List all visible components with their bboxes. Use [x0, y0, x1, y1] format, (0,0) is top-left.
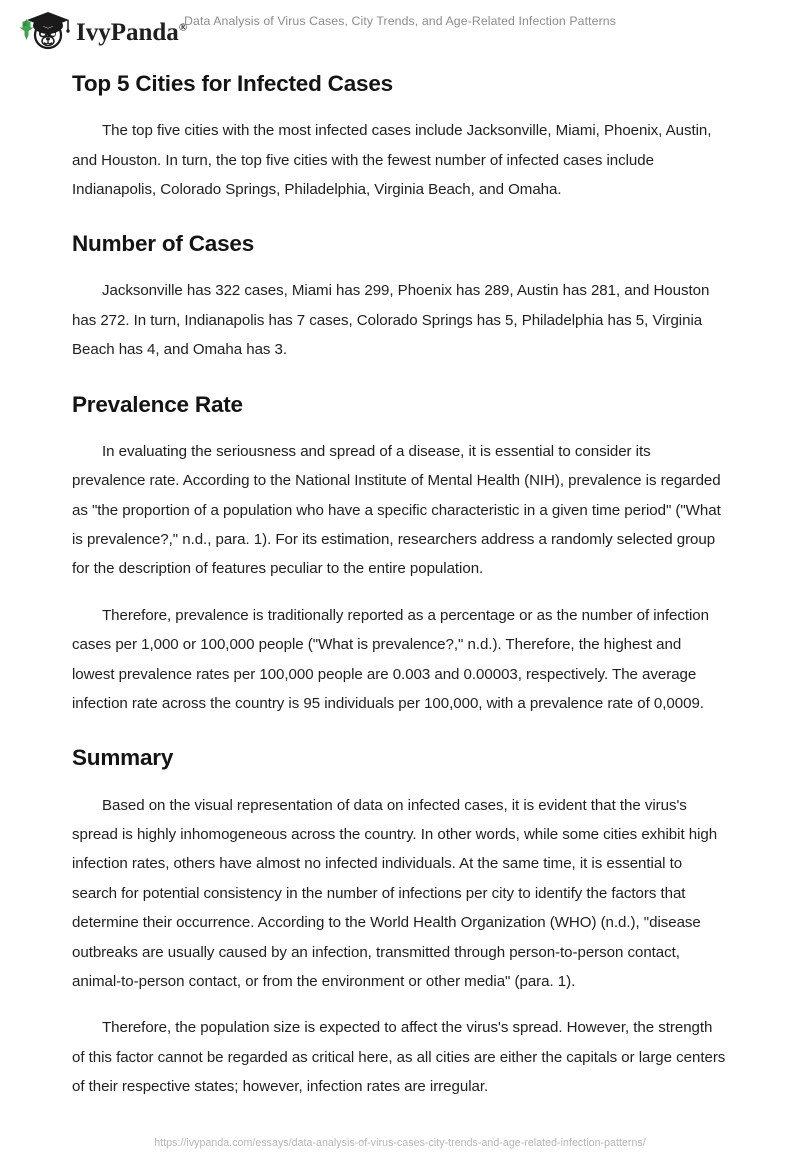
page-header — [0, 0, 800, 60]
page-footer — [0, 1133, 800, 1151]
registered-mark: ® — [178, 21, 188, 34]
document-title: Data Analysis of Virus Cases, City Trends, and Age-Related Infection Patterns — [184, 14, 616, 28]
paragraph-number-of-cases-1: Jacksonville has 322 cases, Miami has 299, Phoenix has 289, Austin has 281, and Houston has 272. In turn, Indianapolis has 7 cases, Colorado Springs has 5, Philadelphia has 5, Virginia Beach has 4, and Omaha has 3. — [72, 282, 710, 359]
spacer — [72, 204, 726, 230]
spacer — [72, 773, 726, 791]
section-heading-top-5-cities: Top 5 Cities for Infected Cases — [72, 71, 393, 96]
spacer — [72, 718, 726, 744]
source-url-link[interactable]: https://ivypanda.com/essays/data-analysis-of-virus-cases-city-trends-and-age-related-infection-patterns/ — [154, 1137, 646, 1149]
spacer — [72, 365, 726, 391]
document-body — [72, 70, 726, 1102]
paragraph-top-5-cities-1: The top five cities with the most infected cases include Jacksonville, Miami, Phoenix, Austin, and Houston. In turn, the top five cities with the fewest number of infected cases include Indianapolis, Colorado Springs, Philadelphia, Virginia Beach, and Omaha. — [72, 122, 712, 198]
paragraph-prevalence-rate-2: Therefore, prevalence is traditionally reported as a percentage or as the number of infection cases per 1,000 or 100,000 people ("What is prevalence?," n.d.). Therefore, the highest and lowest prevalence rates per 100,000 people are 0.003 and 0.00003, respectively. The average infection rate across the country is 95 individuals per 100,000, with a prevalence rate of 0,0009. — [72, 606, 709, 713]
spacer — [72, 419, 726, 437]
paragraph-summary-1: Based on the visual representation of data on infected cases, it is evident that the virus's spread is highly inhomogeneous across the country. In other words, while some cities exhibit high infection rates, others have almost no infected individuals. At the same time, it is essential to search for potential consistency in the number of infections per city to identify the factors that determine their occurrence. According to the World Health Organization (WHO) (n.d.), "disease outbreaks are usually caused by an infection, transmitted through person-to-person contact, animal-to-person contact, or from the environment or other media" (para. 1). — [72, 796, 718, 991]
spacer — [72, 98, 726, 116]
spacer — [72, 258, 726, 276]
paragraph-summary-2: Therefore, the population size is expected to affect the virus's spread. However, the strength of this factor cannot be regarded as critical here, as all cities are either the capitals or large centers of their respective states; however, infection rates are irregular. — [72, 1019, 726, 1096]
spacer — [72, 996, 726, 1013]
section-heading-summary: Summary — [72, 745, 174, 771]
spacer — [72, 584, 726, 601]
section-heading-prevalence-rate: Prevalence Rate — [72, 391, 243, 417]
paragraph-prevalence-rate-1: In evaluating the seriousness and spread of a disease, it is essential to consider its prevalence rate. According to the National Institute of Mental Health (NIH), prevalence is regarded as "the proportion of a population who have a specific characteristic in a given time period" ("What is prevalence?," n.d., para. 1). For its estimation, researchers address a randomly selected group for the description of features peculiar to the entire population. — [72, 442, 721, 578]
section-heading-number-of-cases: Number of Cases — [72, 231, 255, 257]
brand-name-text: IvyPanda — [76, 18, 179, 46]
